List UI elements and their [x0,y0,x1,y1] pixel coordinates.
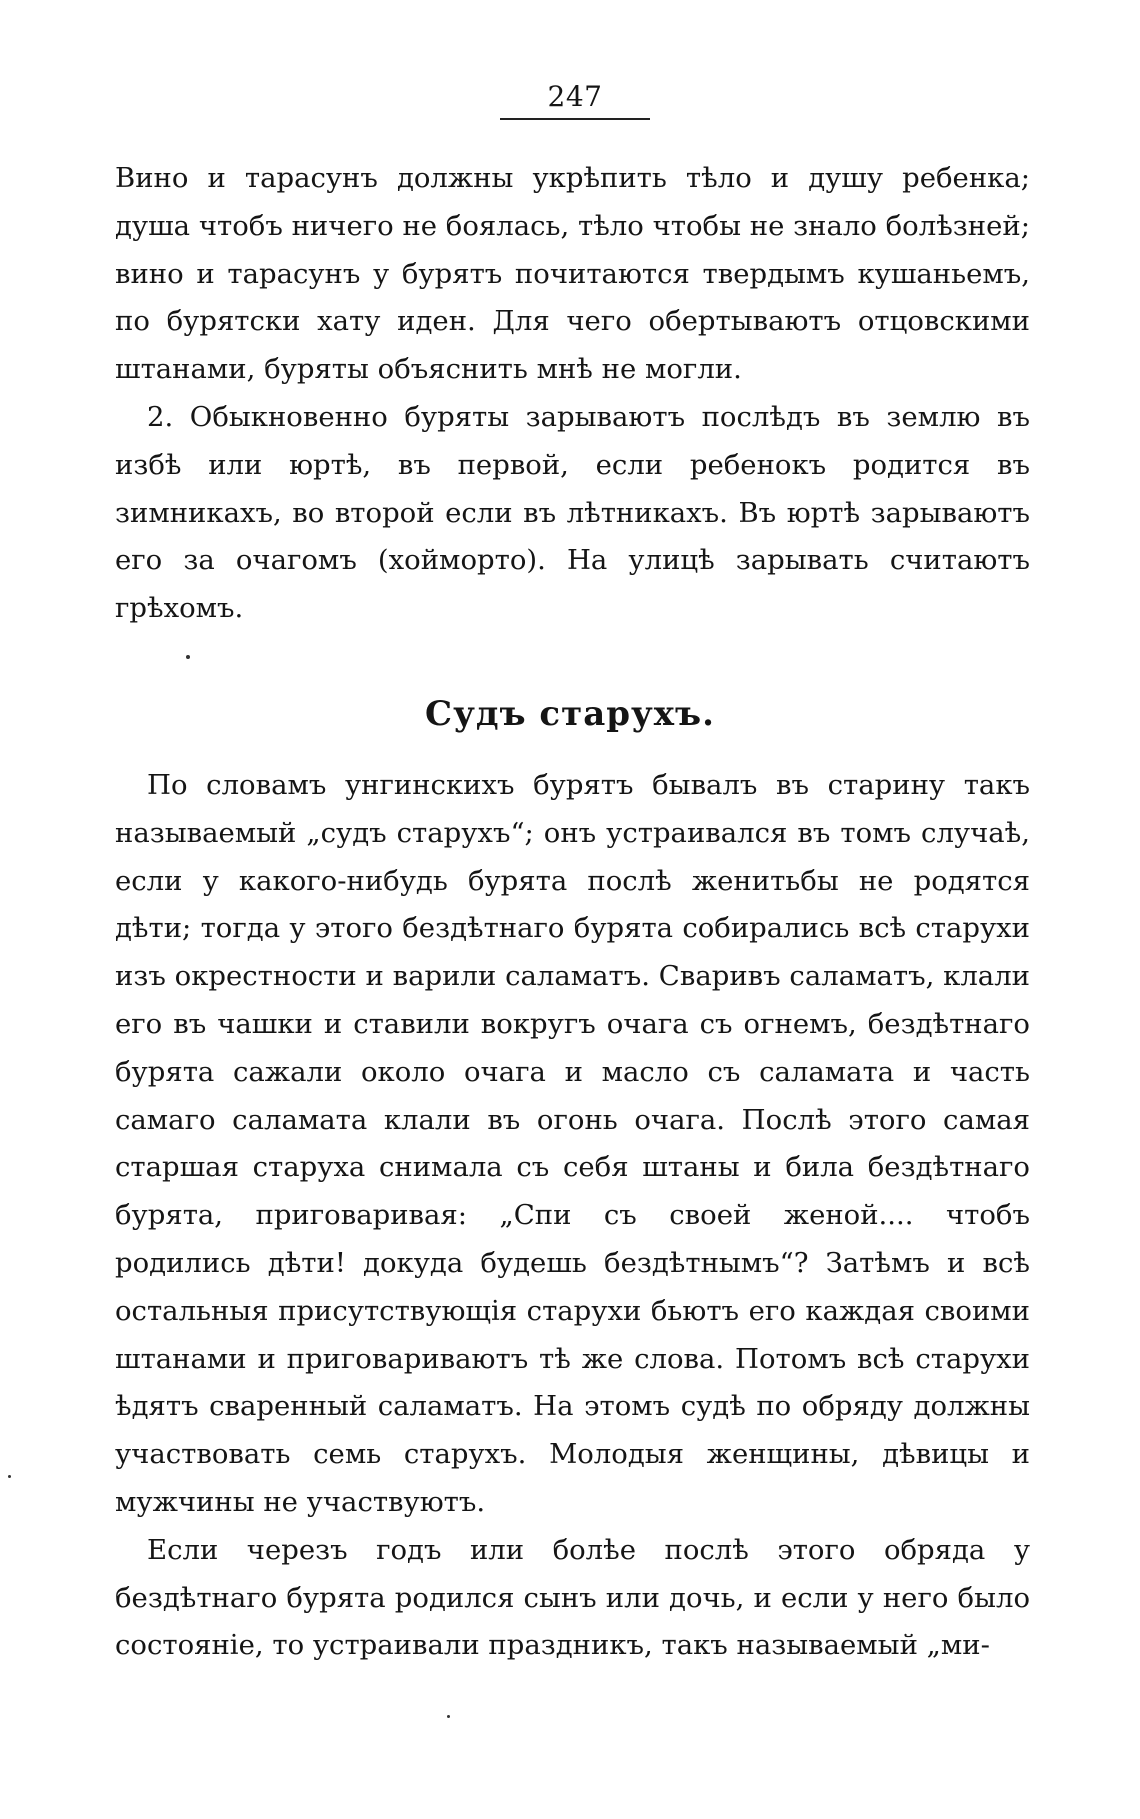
print-speck [447,1715,450,1718]
text-block-bottom [115,762,1030,1670]
print-speck [8,1475,11,1478]
print-speck [186,655,190,659]
page-number: 247 [547,80,603,113]
page-number-rule [500,118,650,120]
paragraph-feast-after-birth: Если черезъ годъ или болѣе послѣ этого обряда у бездѣтнаго бурята родился сынъ или дочь, и если у него было состояніе, то устраивали праздникъ, такъ называемый „ми- [115,1533,1030,1662]
paragraph-court-of-old-women: По словамъ унгинскихъ бурятъ бывалъ въ старину такъ называемый „судъ старухъ“; онъ устраивался въ томъ случаѣ, если у какого-нибудь бурята послѣ женитьбы не родятся дѣти; тогда у этого бездѣтнаго бурята собирались всѣ старухи изъ окрестности и варили саламатъ. Сваривъ саламатъ, клали его въ чашки и ставили вокругъ очага съ огнемъ, бездѣтнаго бурята сажали около очага и масло съ саламата и часть самаго саламата клали въ огонь очага. Послѣ этого самая старшая старуха снимала съ себя штаны и била бездѣтнаго бурята, приговаривая: „Спи съ своей женой.... чтобъ родились дѣти! докуда будешь бездѣтнымъ“? Затѣмъ и всѣ остальныя присутствующія старухи бьютъ его каждая своими штанами и приговариваютъ тѣ же слова. Потомъ всѣ старухи ѣдятъ сваренный саламатъ. На этомъ судѣ по обряду должны участвовать семь старухъ. Молодыя женщины, дѣвицы и мужчины не участвуютъ. [115,769,1030,1518]
paragraph-wine-tarasun: Вино и тарасунъ должны укрѣпить тѣло и душу ребенка; душа чтобъ ничего не боялась, тѣло чтобы не знало болѣзней; вино и тарасунъ у бурятъ почитаются твердымъ кушаньемъ, по бурятски хату иден. Для чего обертываютъ отцовскими штанами, буряты объяснить мнѣ не могли. [115,162,1030,386]
paragraph-afterbirth-burial: 2. Обыкновенно буряты зарываютъ послѣдъ въ землю въ избѣ или юртѣ, въ первой, если ребенокъ родится въ зимникахъ, во второй если въ лѣтникахъ. Въ юртѣ зарываютъ его за очагомъ (хойморто). На улицѣ зарывать считаютъ грѣхомъ. [115,400,1030,625]
section-heading: Судъ старухъ. [425,694,715,734]
text-block-top [115,155,1030,633]
